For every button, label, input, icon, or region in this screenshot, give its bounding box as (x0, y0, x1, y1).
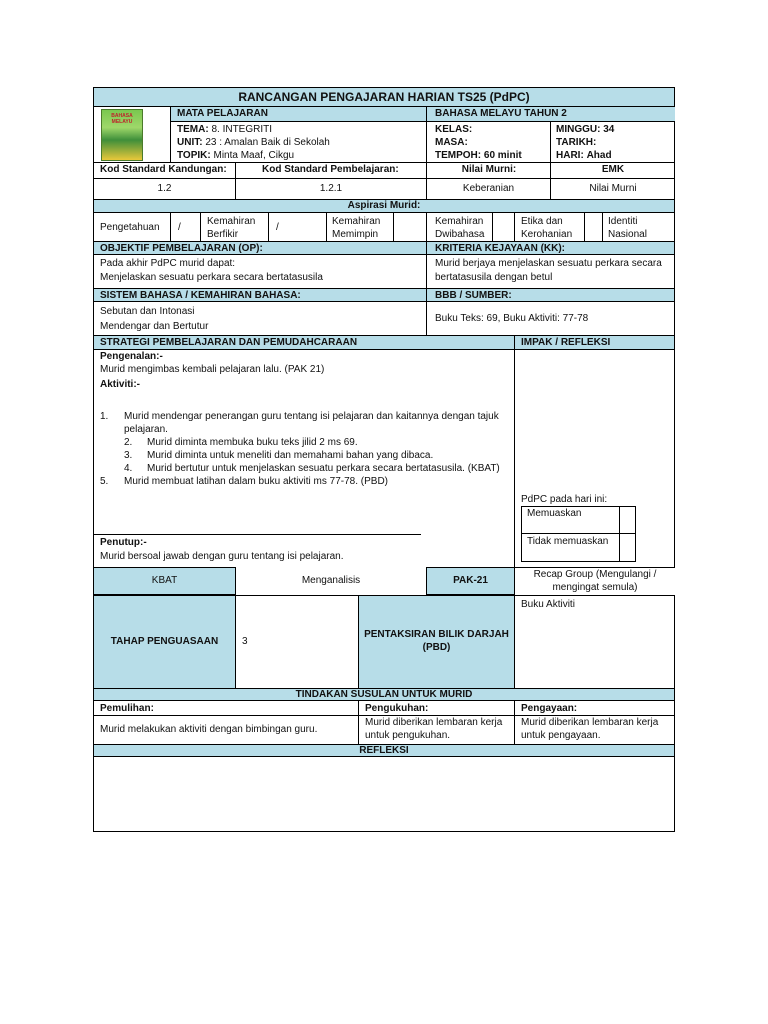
tema-label: TEMA: (177, 124, 209, 135)
step-5-text: Murid membuat latihan dalam buku aktiviti ms 77-78. (PBD) (124, 476, 388, 487)
step-1-num: 1. (100, 411, 109, 422)
step-4-num: 4. (124, 463, 133, 474)
lesson-details (177, 123, 422, 162)
aspirasi-kemahiran-berfikir: Kemahiran Berfikir (207, 216, 256, 240)
subject-label: MATA PELAJARAN (171, 107, 426, 122)
aspirasi-kemahiran-berfikir-mark: / (276, 222, 279, 233)
refleksi-header: REFLEKSI (94, 744, 674, 757)
ksp-value: 1.2.1 (319, 183, 343, 194)
kriteria-label: KRITERIA KEJAYAAN (KK): (435, 243, 566, 254)
lesson-plan-form (93, 87, 675, 832)
aspirasi-header: Aspirasi Murid: (94, 200, 674, 213)
step-3-num: 3. (124, 450, 133, 461)
tindakan-header: TINDAKAN SUSULAN UNTUK MURID (94, 688, 674, 701)
step-2-text: Murid diminta membuka buku teks jilid 2 ms 69. (147, 437, 358, 448)
pemulihan-label: Pemulihan: (100, 703, 154, 714)
aktiviti-label: Aktiviti:- (100, 379, 140, 390)
aspirasi-kemahiran-dwibahasa: Kemahiran Dwibahasa (435, 216, 485, 240)
ksk-header: Kod Standard Kandungan: (100, 164, 227, 175)
objektif-line1: Pada akhir PdPC murid dapat: (100, 258, 236, 269)
pak-label: PAK-21 (453, 575, 488, 586)
sistem-bahasa-line2: Mendengar dan Bertutur (100, 321, 209, 332)
kriteria-text: Murid berjaya menjelaskan sesuatu perkara secara bertatasusila dengan betul (435, 258, 662, 283)
sistem-bahasa-line1: Sebutan dan Intonasi (100, 306, 195, 317)
minggu-label: MINGGU: (556, 124, 601, 135)
unit-value: 23 : Amalan Baik di Sekolah (205, 137, 330, 148)
pengenalan-text: Murid mengimbas kembali pelajaran lalu. (PAK 21) (100, 364, 325, 375)
tahap-value: 3 (242, 636, 248, 647)
step-1-cont-text: pelajaran. (124, 424, 168, 435)
pdpc-label: PdPC pada hari ini: (521, 494, 608, 505)
objektif-line2: Menjelaskan sesuatu perkara secara bertatasusila (100, 272, 323, 283)
aspirasi-identiti-nasional: Identiti Nasional (608, 216, 647, 240)
objektif-label: OBJEKTIF PEMBELAJARAN (OP): (100, 243, 263, 254)
step-2-num: 2. (124, 437, 133, 448)
bbb-label: BBB / SUMBER: (435, 290, 512, 301)
refleksi-area[interactable] (94, 758, 674, 832)
unit-label: UNIT: (177, 137, 203, 148)
masa-label: MASA: (435, 137, 468, 148)
tahap-label: TAHAP PENGUASAAN (94, 596, 235, 688)
aspirasi-pengetahuan: Pengetahuan (100, 222, 160, 233)
option-memuaskan: Memuaskan (527, 508, 582, 519)
ksk-value: 1.2 (157, 183, 172, 194)
step-5-num: 5. (100, 476, 109, 487)
pengayaan-text: Murid diberikan lembaran kerja untuk pengayaan. (521, 717, 659, 741)
kbat-label: KBAT (151, 575, 178, 586)
emk-header: EMK (601, 164, 625, 175)
nilai-header: Nilai Murni: (461, 164, 517, 175)
hari-value: Ahad (586, 150, 612, 161)
ksp-header: Kod Standard Pembelajaran: (262, 164, 399, 175)
pbd-value: Buku Aktiviti (521, 599, 575, 610)
emk-value: Nilai Murni (589, 183, 637, 194)
sistem-bahasa-content (100, 304, 420, 334)
step-1-text: Murid mendengar penerangan guru tentang isi pelajaran dan kaitannya dengan tajuk (124, 411, 499, 422)
pengayaan-label: Pengayaan: (521, 703, 578, 714)
subject-value: BAHASA MELAYU TAHUN 2 (427, 107, 675, 122)
option-tidak-memuaskan: Tidak memuaskan (527, 536, 609, 547)
topik-label: TOPIK: (177, 150, 211, 161)
pak-value: Recap Group (Mengulangi / mengingat semula) (515, 568, 675, 595)
hari-label: HARI: (556, 150, 584, 161)
step-3-text: Murid diminta untuk meneliti dan memahami bahan yang dibaca. (147, 450, 434, 461)
penutup-text: Murid bersoal jawab dengan guru tentang isi pelajaran. (100, 551, 344, 562)
kbat-value: Menganalisis (236, 567, 426, 595)
pengukuhan-text: Murid diberikan lembaran kerja untuk pengukuhan. (365, 717, 503, 741)
textbook-cover-image (101, 109, 143, 161)
sistem-bahasa-label: SISTEM BAHASA / KEMAHIRAN BAHASA: (100, 290, 301, 301)
objektif-content (100, 257, 420, 285)
form-title: RANCANGAN PENGAJARAN HARIAN TS25 (PdPC) (94, 88, 674, 107)
tempoh-value: 60 minit (483, 150, 522, 161)
pengenalan-label: Pengenalan:- (100, 351, 163, 362)
topik-value: Minta Maaf, Cikgu (213, 150, 295, 161)
nilai-value: Keberanian (462, 183, 515, 194)
aspirasi-etika-kerohanian: Etika dan Kerohanian (521, 216, 573, 240)
pemulihan-text: Murid melakukan aktiviti dengan bimbingan guru. (100, 724, 318, 735)
minggu-value: 34 (603, 124, 615, 135)
pengukuhan-label: Pengukuhan: (365, 703, 429, 714)
impak-label: IMPAK / REFLEKSI (521, 337, 611, 348)
bbb-text: Buku Teks: 69, Buku Aktiviti: 77-78 (435, 313, 589, 324)
strategi-label: STRATEGI PEMBELAJARAN DAN PEMUDAHCARAAN (100, 337, 358, 348)
penutup-content (100, 536, 510, 564)
textbook-cover-text: BAHASA MELAYU (111, 113, 133, 125)
penutup-label: Penutup:- (100, 537, 147, 548)
aspirasi-kemahiran-memimpin: Kemahiran Memimpin (332, 216, 381, 240)
pbd-label: PENTAKSIRAN BILIK DARJAH (PBD) (359, 596, 514, 688)
aktiviti-steps (100, 410, 505, 488)
aspirasi-pengetahuan-mark: / (178, 222, 181, 233)
kelas-label: KELAS: (435, 124, 473, 135)
date-details (556, 123, 671, 162)
strategi-content (100, 350, 510, 391)
tarikh-label: TARIKH: (556, 137, 597, 148)
step-4-text: Murid bertutur untuk menjelaskan sesuatu perkara secara bertatasusila. (KBAT) (147, 463, 500, 474)
tempoh-label: TEMPOH: (435, 150, 482, 161)
tema-value: 8. INTEGRITI (211, 124, 273, 135)
class-details (435, 123, 545, 162)
